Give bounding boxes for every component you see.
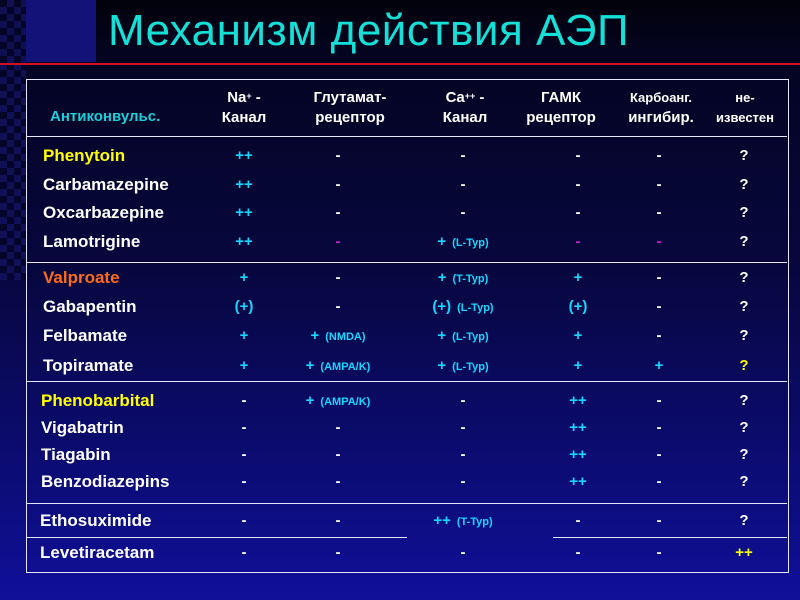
- cell-value: -: [460, 147, 466, 164]
- cell-unk: [674, 298, 800, 316]
- cell-unk: [674, 446, 800, 464]
- cell-value: +: [310, 327, 320, 344]
- cell-value: ?: [739, 204, 749, 221]
- cell-unk: [674, 269, 800, 287]
- cell-value: -: [335, 147, 341, 164]
- cell-value: -: [656, 446, 662, 463]
- cell-value: -: [335, 269, 341, 286]
- cell-unk: [674, 147, 800, 165]
- cell-value: -: [656, 147, 662, 164]
- checker-decoration: [0, 0, 26, 280]
- page-title: Механизм действия АЭП: [108, 6, 630, 55]
- cell-value: +: [239, 269, 249, 286]
- cell-value: -: [656, 269, 662, 286]
- cell-glu: [268, 327, 408, 346]
- drug-name: Topiramate: [43, 356, 134, 375]
- cell-value: ++: [569, 446, 587, 463]
- drug-name: Lamotrigine: [43, 232, 141, 251]
- cell-value: ?: [739, 176, 749, 193]
- cell-value: -: [460, 473, 466, 490]
- cell-value: -: [335, 473, 341, 490]
- cell-value: ++: [735, 544, 753, 561]
- cell-value: -: [656, 473, 662, 490]
- group-separator-4: [27, 537, 407, 538]
- cell-unk: [674, 204, 800, 222]
- cell-glu: [268, 147, 408, 165]
- cell-value: -: [656, 298, 662, 315]
- cell-glu: [268, 512, 408, 530]
- cell-value: -: [335, 233, 341, 250]
- cell-value: ?: [739, 446, 749, 463]
- cell-value: ?: [739, 327, 749, 344]
- cell-value: -: [575, 544, 581, 561]
- cell-value: -: [335, 419, 341, 436]
- cell-value: (+): [568, 298, 588, 315]
- cell-note: (L-Typ): [457, 302, 494, 314]
- cell-value: -: [460, 419, 466, 436]
- cell-unk: [674, 512, 800, 530]
- cell-value: ?: [739, 147, 749, 164]
- cell-value: ?: [739, 298, 749, 315]
- cell-value: ?: [739, 473, 749, 490]
- cell-glu: [268, 269, 408, 287]
- cell-glu: [268, 298, 408, 316]
- cell-note: (AMPA/K): [320, 396, 371, 408]
- cell-value: -: [241, 512, 247, 529]
- drug-name: Ethosuximide: [40, 511, 152, 530]
- title-decoration-bar: [26, 0, 96, 62]
- header-unknown: не- известен: [715, 90, 774, 125]
- cell-value: -: [335, 446, 341, 463]
- cell-value: -: [656, 512, 662, 529]
- cell-value: -: [460, 544, 466, 561]
- cell-value: +: [573, 357, 583, 374]
- cell-value: -: [575, 512, 581, 529]
- cell-value: +: [573, 269, 583, 286]
- cell-value: -: [335, 544, 341, 561]
- cell-value: -: [656, 392, 662, 409]
- cell-note: (L-Typ): [452, 361, 489, 373]
- cell-note: (NMDA): [325, 331, 366, 343]
- cell-value: ?: [739, 419, 749, 436]
- cell-value: +: [437, 269, 447, 286]
- cell-note: (L-Typ): [452, 237, 489, 249]
- cell-unk: [674, 544, 800, 562]
- cell-note: (AMPA/K): [320, 361, 371, 373]
- cell-unk: [674, 419, 800, 437]
- cell-value: -: [241, 392, 247, 409]
- drug-name: Phenytoin: [43, 146, 126, 165]
- cell-note: (L-Typ): [452, 331, 489, 343]
- cell-value: +: [305, 357, 315, 374]
- cell-value: ++: [235, 176, 253, 193]
- header-carbonic-anhydrase: Карбоанг. ингибир.: [628, 90, 694, 126]
- cell-value: ?: [739, 233, 749, 250]
- header-anticonvulsant: Антиконвульс.: [50, 108, 161, 125]
- cell-value: ?: [739, 269, 749, 286]
- header-glutamate-receptor: Глутамат- рецептор: [313, 89, 387, 126]
- cell-note: (T-Typ): [452, 273, 489, 285]
- cell-value: ++: [235, 204, 253, 221]
- cell-value: -: [335, 512, 341, 529]
- cell-unk: [674, 327, 800, 345]
- cell-value: ++: [235, 233, 253, 250]
- header-ca-channel: Ca++ - Канал: [442, 89, 488, 126]
- cell-glu: [268, 204, 408, 222]
- cell-value: -: [241, 446, 247, 463]
- cell-value: -: [241, 473, 247, 490]
- group-separator-1: [27, 262, 787, 263]
- cell-unk: [674, 176, 800, 194]
- drug-name: Tiagabin: [41, 445, 111, 464]
- cell-glu: [268, 419, 408, 437]
- cell-unk: [674, 392, 800, 410]
- cell-value: -: [335, 298, 341, 315]
- cell-glu: [268, 446, 408, 464]
- cell-value: +: [305, 392, 315, 409]
- cell-glu: [268, 392, 408, 411]
- cell-value: ?: [739, 512, 749, 529]
- header-separator: [27, 136, 787, 137]
- cell-value: -: [241, 419, 247, 436]
- cell-value: -: [656, 544, 662, 561]
- cell-value: -: [335, 176, 341, 193]
- drug-name: Felbamate: [43, 326, 128, 345]
- cell-value: ++: [569, 419, 587, 436]
- cell-value: -: [575, 233, 581, 250]
- group-separator-4b: [553, 537, 787, 538]
- cell-glu: [268, 176, 408, 194]
- cell-value: -: [460, 392, 466, 409]
- cell-value: +: [437, 233, 447, 250]
- title-underline: [0, 63, 800, 65]
- cell-value: (+): [432, 298, 452, 315]
- cell-value: ++: [569, 392, 587, 409]
- cell-glu: [268, 233, 408, 251]
- cell-unk: [674, 233, 800, 251]
- cell-value: -: [656, 176, 662, 193]
- drug-name: Levetiracetam: [40, 543, 155, 562]
- header-na-channel: Na+ - Канал: [221, 89, 267, 126]
- drug-name: Valproate: [43, 268, 120, 287]
- drug-name: Carbamazepine: [43, 175, 169, 194]
- cell-value: -: [656, 327, 662, 344]
- drug-name: Benzodiazepins: [41, 472, 170, 491]
- cell-value: -: [575, 176, 581, 193]
- header-gaba-receptor: ГАМК рецептор: [526, 89, 596, 126]
- cell-value: -: [575, 147, 581, 164]
- cell-glu: [268, 544, 408, 562]
- cell-value: ++: [433, 512, 451, 529]
- cell-value: +: [239, 357, 249, 374]
- cell-value: (+): [234, 298, 254, 315]
- cell-unk: [674, 357, 800, 375]
- cell-value: -: [460, 176, 466, 193]
- drug-name: Gabapentin: [43, 297, 137, 316]
- cell-value: -: [241, 544, 247, 561]
- cell-value: ?: [739, 357, 749, 374]
- drug-name: Vigabatrin: [41, 418, 124, 437]
- cell-value: -: [460, 204, 466, 221]
- cell-glu: [268, 357, 408, 376]
- group-separator-2: [27, 381, 787, 382]
- drug-name: Oxcarbazepine: [43, 203, 164, 222]
- cell-value: -: [656, 419, 662, 436]
- cell-glu: [268, 473, 408, 491]
- cell-value: +: [437, 327, 447, 344]
- cell-value: +: [573, 327, 583, 344]
- cell-value: +: [437, 357, 447, 374]
- cell-value: ++: [235, 147, 253, 164]
- drug-name: Phenobarbital: [41, 391, 155, 410]
- cell-value: ++: [569, 473, 587, 490]
- cell-value: -: [460, 446, 466, 463]
- cell-note: (T-Typ): [456, 516, 493, 528]
- cell-value: -: [335, 204, 341, 221]
- cell-value: -: [656, 204, 662, 221]
- cell-value: ?: [739, 392, 749, 409]
- cell-value: -: [575, 204, 581, 221]
- cell-value: +: [239, 327, 249, 344]
- cell-unk: [674, 473, 800, 491]
- cell-value: -: [656, 233, 662, 250]
- group-separator-3: [27, 503, 787, 504]
- cell-value: +: [654, 357, 664, 374]
